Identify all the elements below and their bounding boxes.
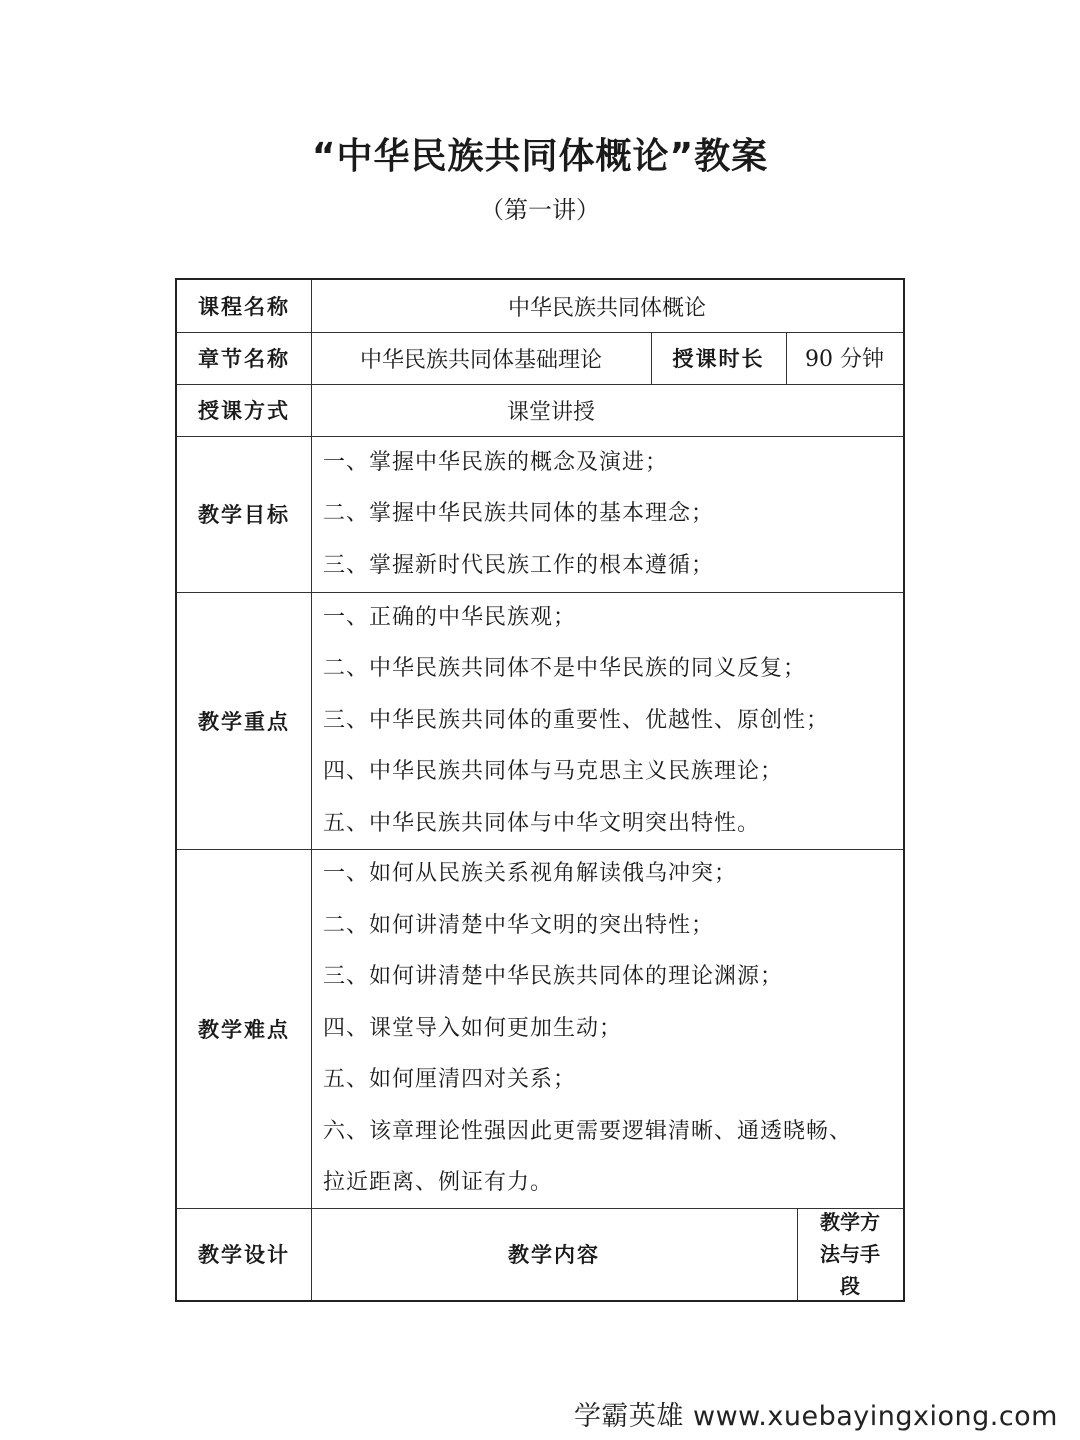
goals-list — [311, 436, 903, 592]
duration-value: 90 分钟 — [805, 347, 884, 372]
list-item: 六、该章理论性强因此更需要逻辑清晰、通透晓畅、 — [323, 1118, 853, 1144]
duration-label: 授课时长 — [672, 347, 765, 371]
list-item: 四、中华民族共同体与马克思主义民族理论； — [323, 759, 784, 785]
list-item: 一、如何从民族关系视角解读俄乌冲突； — [323, 861, 738, 887]
list-item: 一、掌握中华民族的概念及演进； — [323, 449, 669, 475]
list-item: 二、如何讲清楚中华文明的突出特性； — [323, 912, 715, 938]
document-title: “中华民族共同体概论”教案 — [311, 136, 769, 177]
chapter-value: 中华民族共同体基础理论 — [359, 347, 602, 373]
chapter-label: 章节名称 — [198, 347, 290, 371]
list-item: 三、掌握新时代民族工作的根本遵循； — [323, 552, 715, 578]
list-item: 三、中华民族共同体的重要性、优越性、原创性； — [323, 707, 830, 733]
list-item: 三、如何讲清楚中华民族共同体的理论渊源； — [323, 964, 784, 990]
list-item: 二、掌握中华民族共同体的基本理念； — [323, 501, 715, 527]
list-item: 五、如何厘清四对关系； — [323, 1067, 577, 1093]
list-item: 二、中华民族共同体不是中华民族的同义反复； — [323, 656, 807, 682]
course-name-label: 课程名称 — [198, 295, 290, 319]
list-item: 一、正确的中华民族观； — [323, 604, 577, 630]
list-item: 拉近距离、例证有力。 — [323, 1170, 554, 1196]
lesson-plan-table — [175, 278, 905, 1302]
design-label: 教学设计 — [198, 1243, 290, 1267]
list-item: 五、中华民族共同体与中华文明突出特性。 — [323, 810, 761, 836]
list-item: 四、课堂导入如何更加生动； — [323, 1015, 623, 1041]
method-label: 授课方式 — [198, 399, 290, 423]
key-points-label: 教学重点 — [198, 709, 290, 734]
key-points-list — [311, 592, 903, 849]
document-subtitle: （第一讲） — [480, 196, 600, 224]
goals-label: 教学目标 — [198, 503, 290, 527]
footer-watermark: 学霸英雄 www.xuebayingxiong.com — [573, 1401, 1058, 1432]
course-name-value: 中华民族共同体概论 — [507, 295, 706, 321]
difficulties-list — [311, 849, 903, 1208]
method-tools-label: 教学方法与手段 — [820, 1210, 880, 1298]
method-value: 课堂讲授 — [506, 399, 595, 425]
difficulties-label: 教学难点 — [198, 1017, 290, 1042]
content-label: 教学内容 — [508, 1243, 600, 1267]
